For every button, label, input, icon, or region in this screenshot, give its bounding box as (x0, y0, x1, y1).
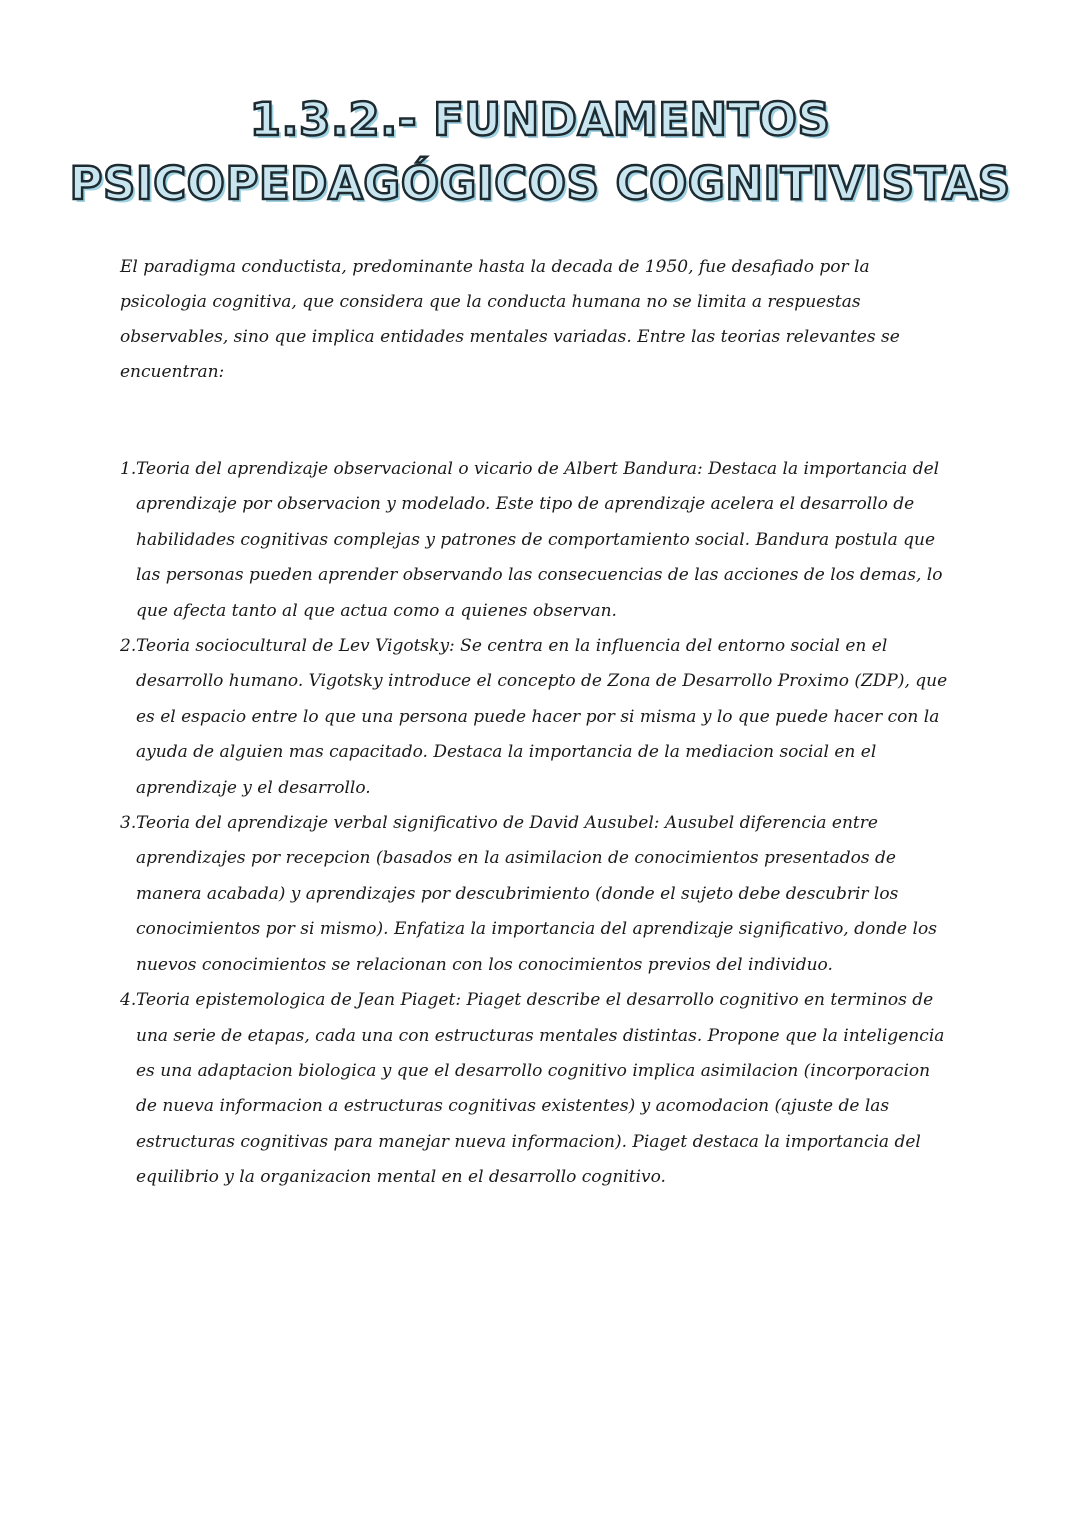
theory-number: 4. (120, 990, 137, 1011)
page-title (60, 88, 1020, 216)
theory-text: Teoria sociocultural de Lev Vigotsky: Se centra en la influencia del entorno social en el desarrollo humano. Vigotsky introduce el concepto de Zona de Desarrollo Proximo (ZDP), que es el espacio entre lo que una persona puede hacer por si misma y lo que puede hacer con la ayuda de alguien mas capacitado. Destaca la importancia de la mediacion social en el aprendizaje y el desarrollo. (136, 636, 948, 798)
theory-number: 3. (120, 813, 137, 834)
theory-text: Teoria del aprendizaje verbal significativo de David Ausubel: Ausubel diferencia entre aprendizajes por recepcion (basados en la asimilacion de conocimientos presentados de manera acabada) y aprendizajes por descubrimiento (donde el sujeto debe descubrir los conocimientos por si mismo). Enfatiza la importancia del aprendizaje significativo, donde los nuevos conocimientos se relacionan con los conocimientos previos del individuo. (136, 813, 937, 975)
page-title-line-2: PSICOPEDAGÓGICOS COGNITIVISTAS (69, 157, 1011, 210)
intro-paragraph: El paradigma conductista, predominante hasta la decada de 1950, fue desafiado por la psicologia cognitiva, que considera que la conducta humana no se limita a respuestas observables, sino que implica entidades mentales variadas. Entre las teorias relevantes se encuentran: (120, 257, 900, 382)
theory-piaget (120, 983, 950, 1195)
page-title-line-1: 1.3.2.- FUNDAMENTOS (249, 93, 831, 146)
theory-text: Teoria epistemologica de Jean Piaget: Piaget describe el desarrollo cognitivo en terminos de una serie de etapas, cada una con estructuras mentales distintas. Propone que la inteligencia es una adaptacion biologica y que el desarrollo cognitivo implica asimilacion (incorporacion de nueva informacion a estructuras cognitivas existentes) y acomodacion (ajuste de las estructuras cognitivas para manejar nueva informacion). Piaget destaca la importancia del equilibrio y la organizacion mental en el desarrollo cognitivo. (136, 990, 945, 1188)
theory-vigotsky (120, 629, 950, 806)
theory-text: Teoria del aprendizaje observacional o vicario de Albert Bandura: Destaca la importancia del aprendizaje por observacion y modelado. Este tipo de aprendizaje acelera el desarrollo de habilidades cognitivas complejas y patrones de comportamiento social. Bandura postula que las personas pueden aprender observando las consecuencias de las acciones de los demas, lo que afecta tanto al que actua como a quienes observan. (136, 459, 943, 621)
theory-bandura (120, 452, 950, 629)
theory-number: 2. (120, 636, 137, 657)
theory-number: 1. (120, 459, 137, 479)
theories-list (120, 452, 950, 1196)
theory-ausubel (120, 806, 950, 983)
